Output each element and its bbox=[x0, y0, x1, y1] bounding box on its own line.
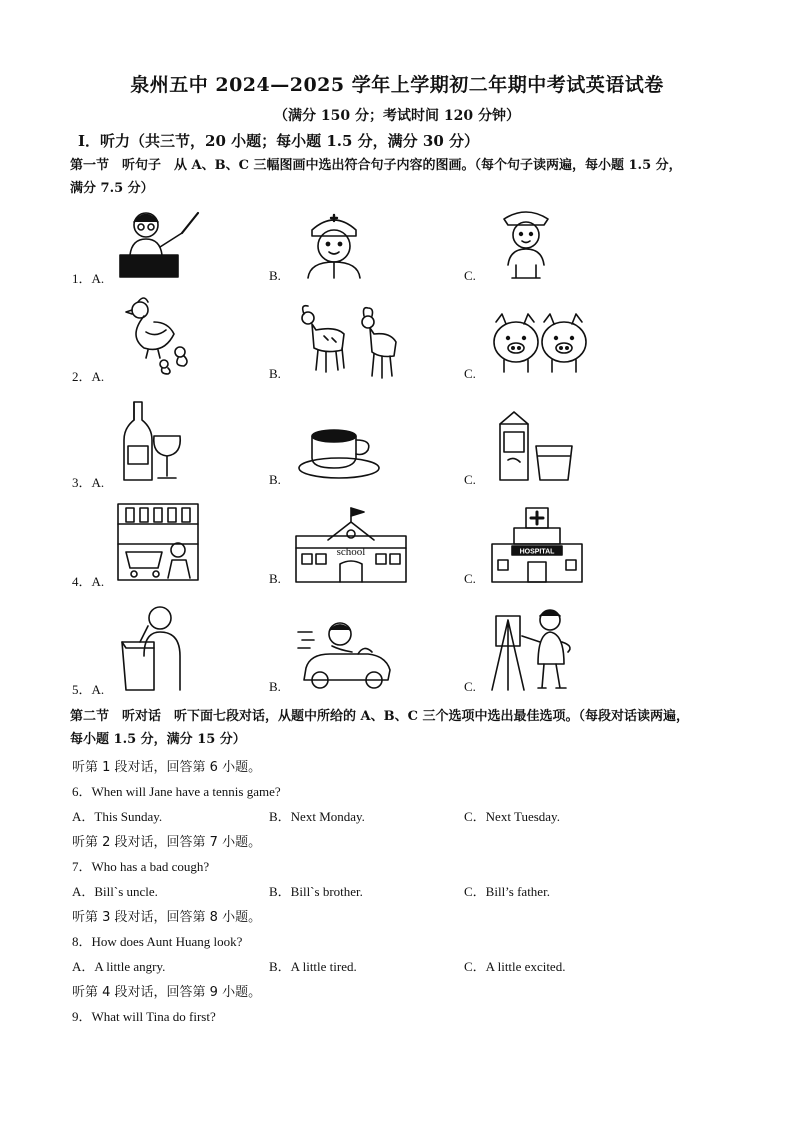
supermarket-picture bbox=[116, 502, 200, 584]
question-7-option-b: B．Bill`s brother. bbox=[269, 884, 363, 899]
row3-label-c: C. bbox=[464, 472, 476, 487]
row5-label-a: 5．A. bbox=[72, 682, 105, 697]
question-8-option-c: C．A little excited. bbox=[464, 959, 566, 974]
row2-label-b: B. bbox=[269, 366, 281, 381]
nurse-picture bbox=[298, 210, 370, 280]
row4-label-c: C. bbox=[464, 571, 476, 586]
question-8-option-b: B．A little tired. bbox=[269, 959, 357, 974]
part-heading-listening: Ⅰ．听力（共三节，20 小题；每小题 1.5 分，满分 30 分） bbox=[78, 132, 479, 150]
row1-label-a: 1．A. bbox=[72, 271, 105, 286]
question-7-option-a: A．Bill`s uncle. bbox=[72, 884, 158, 899]
section2-instruction-line2: 每小题 1.5 分，满分 15 分） bbox=[70, 732, 246, 747]
school-building-picture bbox=[294, 506, 408, 584]
hospital-sign-text: HOSPITAL bbox=[519, 548, 555, 556]
row5-label-c: C. bbox=[464, 679, 476, 694]
wine-picture bbox=[120, 398, 184, 484]
section2-instruction-line1: 第二节 听对话 听下面七段对话，从题中所给的 A、B、C 三个选项中选出最佳选项。（每段对话读两遍， bbox=[70, 709, 689, 724]
row4-label-b: B. bbox=[269, 571, 281, 586]
coffee-cup-picture bbox=[296, 422, 382, 482]
row5-label-b: B. bbox=[269, 679, 281, 694]
milk-picture bbox=[494, 410, 576, 484]
dialogue2-intro: 听第 2 段对话，回答第 7 小题。 bbox=[72, 835, 262, 850]
question-6-option-b: B．Next Monday. bbox=[269, 809, 365, 824]
question-6: 6．When will Jane have a tennis game? bbox=[72, 784, 281, 799]
question-8-option-a: A．A little angry. bbox=[72, 959, 166, 974]
section1-instruction-line1: 第一节 听句子 从 A、B、C 三幅图画中选出符合句子内容的图画。（每个句子读两遍，每小题 1.5 分， bbox=[70, 158, 682, 173]
school-sign-text: school bbox=[336, 546, 366, 558]
question-6-option-c: C．Next Tuesday. bbox=[464, 809, 560, 824]
row2-label-a: 2．A. bbox=[72, 369, 105, 384]
speaker-podium-picture bbox=[118, 604, 188, 692]
question-8: 8．How does Aunt Huang look? bbox=[72, 934, 243, 949]
exam-title: 泉州五中 2024—2025 学年上学期初二年期中考试英语试卷 bbox=[130, 74, 664, 96]
goats-picture bbox=[296, 300, 404, 380]
row1-label-b: B. bbox=[269, 268, 281, 283]
pigs-picture bbox=[490, 310, 590, 378]
dialogue3-intro: 听第 3 段对话，回答第 8 小题。 bbox=[72, 910, 262, 925]
row2-label-c: C. bbox=[464, 366, 476, 381]
question-7-option-c: C．Bill’s father. bbox=[464, 884, 550, 899]
row1-label-c: C. bbox=[464, 268, 476, 283]
painter-easel-picture bbox=[488, 606, 578, 692]
chickens-picture bbox=[118, 292, 200, 378]
hospital-building-picture bbox=[490, 506, 584, 584]
dialogue4-intro: 听第 4 段对话，回答第 9 小题。 bbox=[72, 985, 262, 1000]
exam-subtitle: （满分 150 分；考试时间 120 分钟） bbox=[274, 108, 520, 124]
row3-label-a: 3．A. bbox=[72, 475, 105, 490]
question-6-option-a: A．This Sunday. bbox=[72, 809, 163, 824]
dialogue1-intro: 听第 1 段对话，回答第 6 小题。 bbox=[72, 760, 262, 775]
row3-label-b: B. bbox=[269, 472, 281, 487]
question-7: 7．Who has a bad cough? bbox=[72, 859, 210, 874]
question-9: 9．What will Tina do first? bbox=[72, 1009, 216, 1024]
policeman-picture bbox=[494, 205, 558, 280]
teacher-picture bbox=[116, 205, 202, 280]
section1-instruction-line2: 满分 7.5 分） bbox=[70, 181, 154, 196]
row4-label-a: 4．A. bbox=[72, 574, 105, 589]
car-driver-picture bbox=[296, 616, 394, 692]
